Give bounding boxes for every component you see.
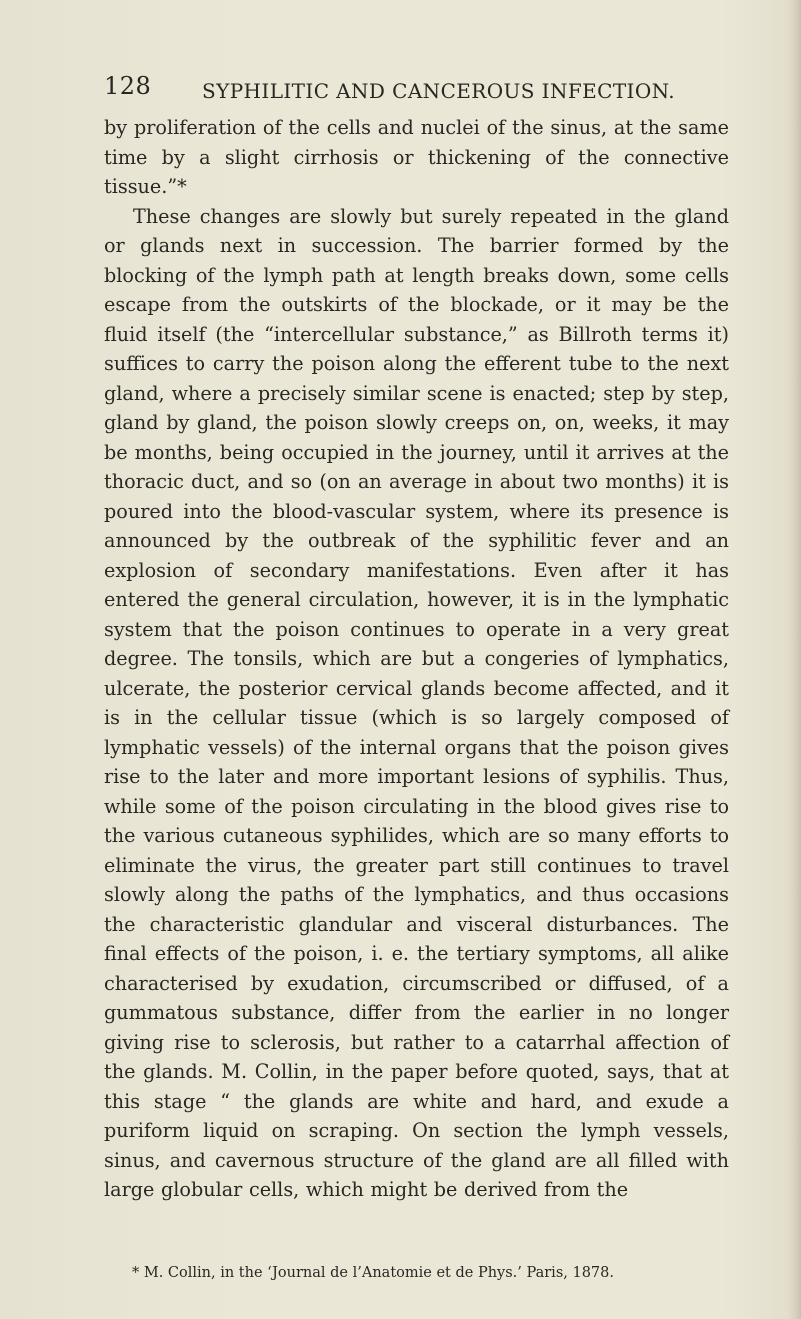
page-number: 128 [104, 72, 152, 100]
paragraph-main: These changes are slowly but surely repeated in the gland or glands next in succession. The barrier formed by the blocking of the lymph path at length breaks down, some cells escape from the outskirts of the blockade, or it may be the fluid itself (the “intercellular substance,” as Billroth terms it) suffices to carry the poison along the efferent tube to the next gland, where a precisely similar scene is enacted; step by step, gland by gland, the poison slowly creeps on, on, weeks, it may be months, being occupied in the journey, until it arrives at the thoracic duct, and so (on an average in about two months) it is poured into the blood-vascular system, where its presence is announced by the outbreak of the syphilitic fever and an explosion of secondary manifestations. Even after it has entered the general circulation, however, it is in the lymphatic system that the poison continues to operate in a very great degree. The tonsils, which are but a congeries of lymphatics, ulcerate, the posterior cervical glands become affected, and it is in the cellular tissue (which is so largely composed of lymphatic vessels) of the internal organs that the poison gives rise to the later and more important lesions of syphilis. Thus, while some of the poison circulating in the blood gives rise to the various cutaneous syphilides, which are so many efforts to eliminate the virus, the greater part still continues to travel slowly along the paths of the lymphatics, and thus occasions the characteristic glandular and visceral disturbances. The final effects of the poison, i. e. the tertiary symptoms, all alike characterised by exudation, circumscribed or diffused, of a gummatous substance, differ from the earlier in no longer giving rise to sclerosis, but rather to a catarrhal affection of the glands. M. Collin, in the paper before quoted, says, that at this stage “ the glands are white and hard, and exude a puriform liquid on scraping. On section the lymph vessels, sinus, and cavernous structure of the gland are all filled with large globular cells, which might be derived from the [104, 204, 729, 1201]
footnote: * M. Collin, in the ‘Journal de l’Anatomie et de Phys.’ Paris, 1878. [132, 1265, 614, 1281]
body-text [104, 113, 729, 1205]
paragraph-continuation: by proliferation of the cells and nuclei of the sinus, at the same time by a slight cirrhosis or thickening of the connective tissue.”* [104, 116, 729, 198]
page-edge-shadow [787, 0, 801, 1319]
running-head: SYPHILITIC AND CANCEROUS INFECTION. [202, 79, 676, 103]
